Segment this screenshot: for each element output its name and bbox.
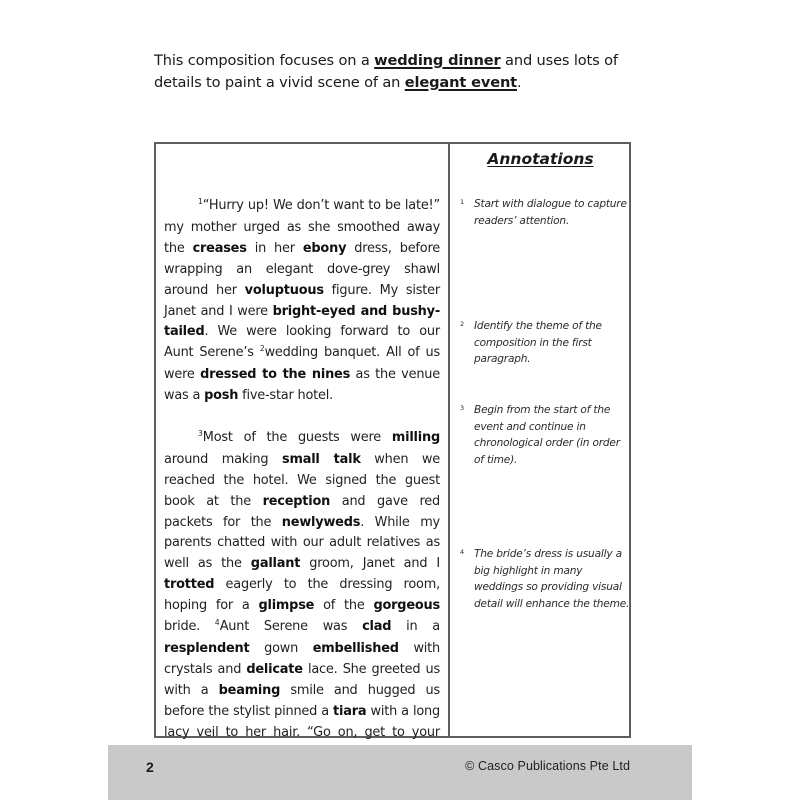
composition-text: in a <box>391 619 440 635</box>
intro-text <box>154 50 644 94</box>
annotation-3 <box>460 402 630 468</box>
composition-text: . While my parents chatted with our adult relatives as well as the <box>164 514 440 572</box>
vocabulary-keyword: trotted <box>164 577 215 593</box>
intro-keyword-wedding-dinner: wedding dinner <box>374 52 501 69</box>
annotation-reference: 3 <box>198 428 203 438</box>
vocabulary-keyword: dressed to the nines <box>200 367 351 383</box>
composition-text: as the venue was a <box>164 367 440 404</box>
vocabulary-keyword: small talk <box>282 451 361 467</box>
composition-text: of the <box>314 598 374 614</box>
vocabulary-keyword: voluptuous <box>244 282 324 298</box>
composition-table <box>154 142 631 738</box>
annotation-1 <box>460 196 630 229</box>
vocabulary-keyword: milling <box>391 429 440 445</box>
vocabulary-keyword: reception <box>262 493 331 509</box>
vocabulary-keyword: gorgeous <box>373 598 440 614</box>
composition-text: around making <box>164 451 282 467</box>
composition-text: with crystals and <box>164 641 441 677</box>
composition-text: wedding banquet. All of us were <box>164 345 440 383</box>
composition-text: Aunt Serene was <box>219 619 363 635</box>
annotation-number: 3 <box>460 404 464 412</box>
vocabulary-keyword: newlyweds <box>281 514 361 530</box>
composition-paragraph-2 <box>164 428 440 785</box>
composition-text: dress, before wrapping an elegant dove-grey shawl around her <box>164 240 441 298</box>
page-number: 2 <box>146 759 154 775</box>
composition-text: groom, Janet and I <box>300 556 440 572</box>
vocabulary-keyword: embellished <box>312 641 399 657</box>
intro-keyword-elegant-event: elegant event <box>404 74 518 91</box>
annotation-text: The bride’s dress is usually a big highlight in many weddings so providing visual detail will enhance the theme. <box>474 548 630 610</box>
annotation-number: 4 <box>460 548 464 556</box>
composition-text: five-star hotel. <box>238 388 334 404</box>
vocabulary-keyword: beaming <box>218 682 281 698</box>
annotation-reference: 2 <box>259 344 265 354</box>
annotation-reference: 4 <box>214 618 220 628</box>
annotation-reference: 1 <box>198 197 203 206</box>
composition-text: Most of the guests were <box>202 429 392 445</box>
vocabulary-keyword: glimpse <box>258 598 315 614</box>
annotation-text: Begin from the start of the event and continue in chronological order (in order of time). <box>474 404 620 466</box>
vocabulary-keyword: resplendent <box>164 641 250 657</box>
column-divider <box>448 144 450 736</box>
annotation-4 <box>460 546 630 612</box>
composition-text: “Hurry up! We don’t want to be late!” my mother urged as she smoothed away the <box>164 198 440 256</box>
vocabulary-keyword: clad <box>362 619 392 635</box>
composition-text: lace. She greeted us with a <box>164 661 440 698</box>
vocabulary-keyword: bright-eyed and bushy-tailed <box>164 303 440 340</box>
annotation-text: Start with dialogue to capture readers’ attention. <box>474 198 627 227</box>
annotations-heading: Annotations <box>487 150 594 168</box>
annotation-number: 1 <box>460 198 464 206</box>
vocabulary-keyword: gallant <box>250 556 301 572</box>
intro-part: . <box>517 74 522 91</box>
composition-text: . We were looking forward to our Aunt Serene’s <box>164 324 440 361</box>
vocabulary-keyword: delicate <box>246 661 303 677</box>
composition-text: eagerly to the dressing room, hoping for a <box>164 577 440 614</box>
composition-paragraph-1 <box>164 196 440 407</box>
composition-text: and gave red packets for the <box>164 493 440 530</box>
composition-text: in her <box>246 240 303 256</box>
vocabulary-keyword: posh <box>204 388 239 404</box>
composition-text: gown <box>249 641 313 657</box>
annotation-number: 2 <box>460 320 464 328</box>
vocabulary-keyword: ebony <box>302 240 347 256</box>
intro-part: This composition focuses on a <box>154 52 375 69</box>
composition-text: when we reached the hotel. We signed the guest book at the <box>164 451 441 509</box>
composition-text: figure. My sister Janet and I were <box>164 282 440 319</box>
vocabulary-keyword: creases <box>192 240 247 256</box>
page-footer <box>108 745 692 800</box>
copyright-notice: © Casco Publications Pte Ltd <box>465 759 630 773</box>
annotation-2 <box>460 318 630 368</box>
composition-text: with a long lacy veil to her hair. “Go on, get to your <box>164 703 440 740</box>
annotation-text: Identify the theme of the composition in the first paragraph. <box>474 320 602 365</box>
vocabulary-keyword: tiara <box>333 703 367 719</box>
composition-column <box>164 196 440 806</box>
composition-text: smile and hugged us before the stylist pinned a <box>164 682 441 719</box>
intro-part: and uses lots of details to paint a vivid scene of an <box>154 52 618 91</box>
composition-text: bride. <box>164 619 215 635</box>
